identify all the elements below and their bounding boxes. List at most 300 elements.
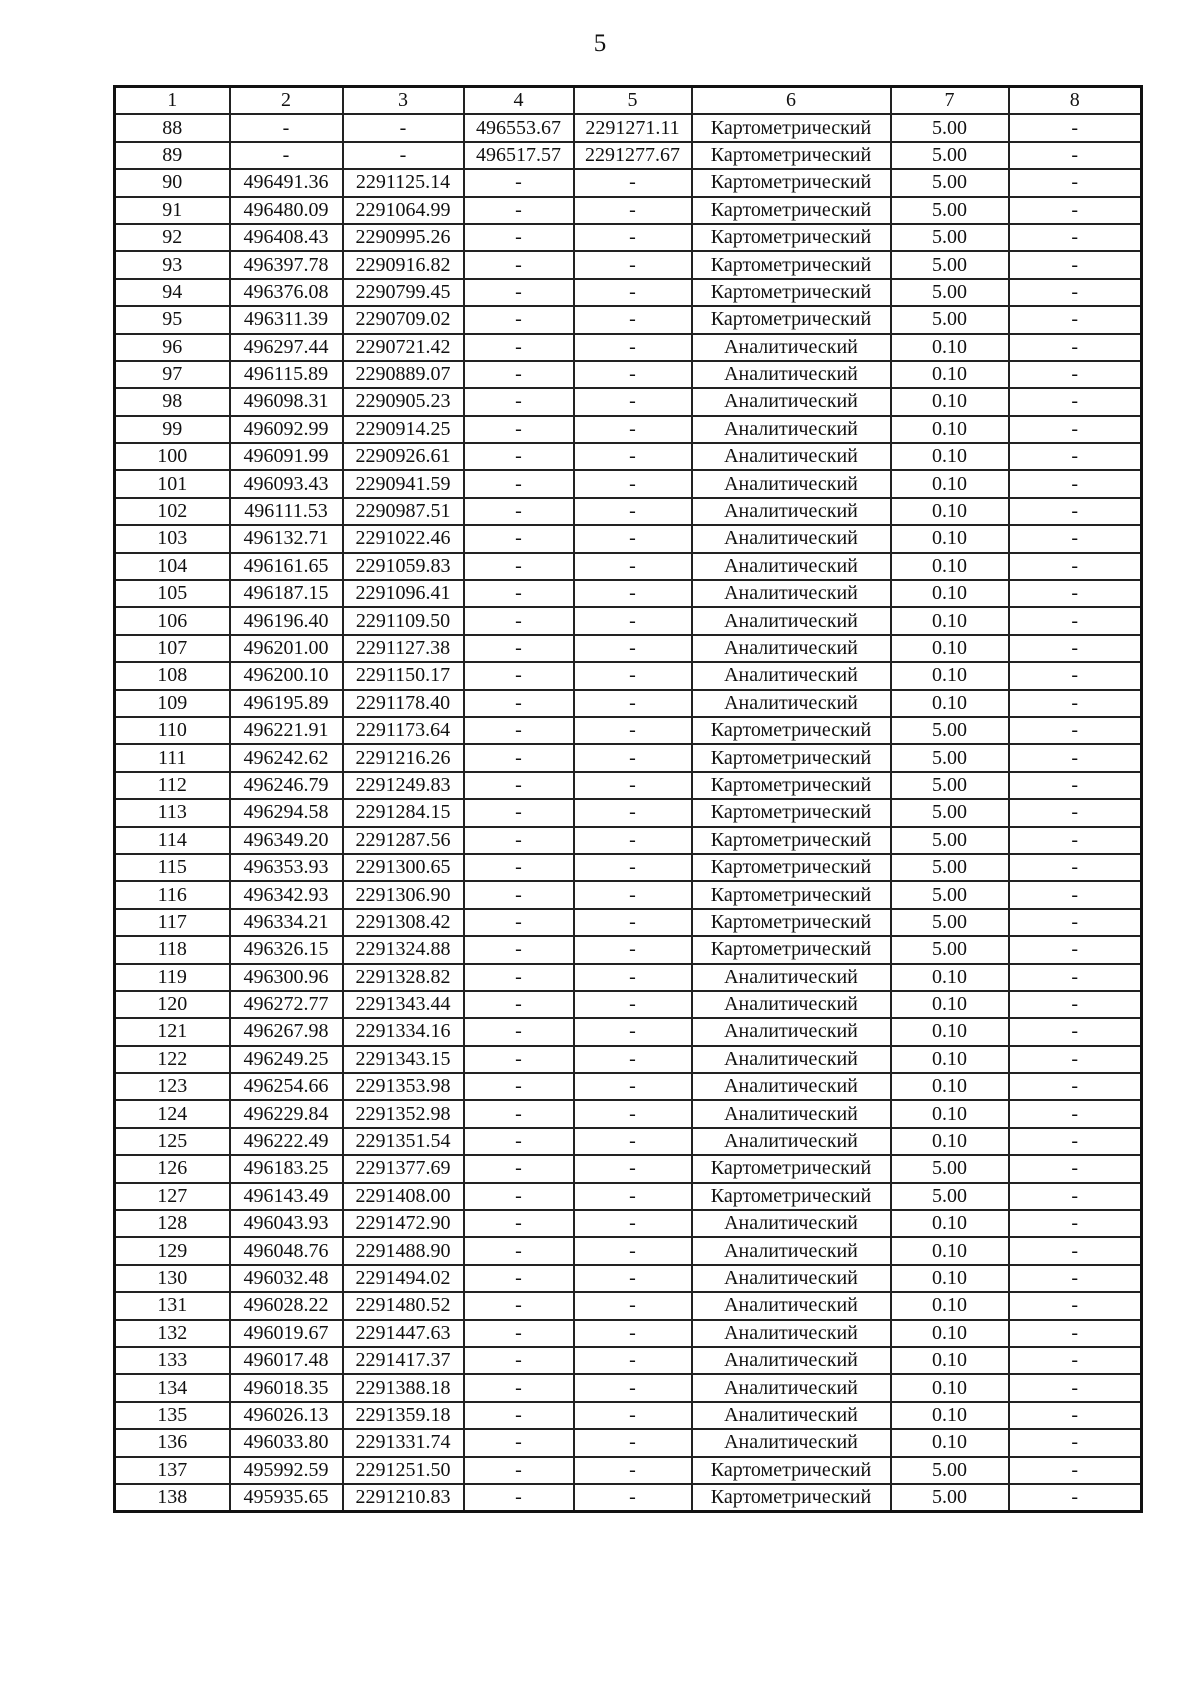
table-cell: - — [574, 909, 692, 936]
table-cell: 100 — [115, 443, 230, 470]
table-cell: Аналитический — [692, 1128, 891, 1155]
table-cell: - — [464, 388, 574, 415]
table-cell: - — [464, 224, 574, 251]
table-cell: 2291328.82 — [343, 964, 464, 991]
table-cell: 2291352.98 — [343, 1100, 464, 1127]
table-cell: - — [574, 416, 692, 443]
table-cell: - — [1009, 744, 1142, 771]
table-cell: 5.00 — [891, 142, 1009, 169]
table-cell: - — [574, 964, 692, 991]
table-cell: 496267.98 — [230, 1018, 343, 1045]
table-row — [115, 279, 1142, 306]
table-cell: - — [574, 827, 692, 854]
table-cell: 2291059.83 — [343, 553, 464, 580]
table-cell: 89 — [115, 142, 230, 169]
table-cell: Аналитический — [692, 1046, 891, 1073]
table-cell: 2290709.02 — [343, 306, 464, 333]
table-cell: 2291388.18 — [343, 1374, 464, 1401]
table-cell: - — [464, 1100, 574, 1127]
table-cell: 5.00 — [891, 717, 1009, 744]
table-cell: - — [1009, 416, 1142, 443]
table-row — [115, 964, 1142, 991]
table-cell: 496553.67 — [464, 114, 574, 141]
table-cell: - — [574, 1265, 692, 1292]
table-cell: 496353.93 — [230, 854, 343, 881]
table-cell: - — [574, 498, 692, 525]
table-cell: - — [574, 799, 692, 826]
table-cell: 2291249.83 — [343, 772, 464, 799]
table-cell: - — [464, 827, 574, 854]
table-row — [115, 1457, 1142, 1484]
table-cell: - — [574, 881, 692, 908]
table-row — [115, 936, 1142, 963]
table-cell: 0.10 — [891, 1046, 1009, 1073]
table-row — [115, 1374, 1142, 1401]
table-row — [115, 1402, 1142, 1429]
table-cell: 0.10 — [891, 443, 1009, 470]
table-cell: - — [230, 142, 343, 169]
table-row — [115, 1237, 1142, 1264]
table-cell: 2290905.23 — [343, 388, 464, 415]
table-cell: 496098.31 — [230, 388, 343, 415]
table-cell: Аналитический — [692, 334, 891, 361]
table-cell: 496326.15 — [230, 936, 343, 963]
table-cell: - — [574, 306, 692, 333]
table-cell: 2291447.63 — [343, 1320, 464, 1347]
table-cell: 496187.15 — [230, 580, 343, 607]
header-cell: 7 — [891, 87, 1009, 115]
table-cell: - — [574, 1347, 692, 1374]
table-cell: Картометрический — [692, 854, 891, 881]
table-cell: - — [1009, 498, 1142, 525]
table-cell: - — [464, 1155, 574, 1182]
table-cell: 0.10 — [891, 690, 1009, 717]
table-cell: - — [1009, 470, 1142, 497]
table-cell: 5.00 — [891, 881, 1009, 908]
table-cell: - — [464, 1347, 574, 1374]
table-cell: - — [1009, 1429, 1142, 1456]
table-cell: - — [1009, 635, 1142, 662]
table-cell: Картометрический — [692, 279, 891, 306]
header-cell: 2 — [230, 87, 343, 115]
table-row — [115, 142, 1142, 169]
table-cell: 5.00 — [891, 114, 1009, 141]
table-cell: 5.00 — [891, 306, 1009, 333]
table-cell: 126 — [115, 1155, 230, 1182]
table-cell: - — [1009, 1155, 1142, 1182]
table-cell: Аналитический — [692, 498, 891, 525]
table-row — [115, 854, 1142, 881]
table-cell: - — [464, 1128, 574, 1155]
table-cell: 118 — [115, 936, 230, 963]
table-cell: 5.00 — [891, 772, 1009, 799]
table-cell: 496093.43 — [230, 470, 343, 497]
table-cell: 2291488.90 — [343, 1237, 464, 1264]
table-cell: 0.10 — [891, 580, 1009, 607]
table-cell: 0.10 — [891, 1073, 1009, 1100]
table-cell: 0.10 — [891, 1402, 1009, 1429]
table-cell: Аналитический — [692, 470, 891, 497]
table-cell: 2291324.88 — [343, 936, 464, 963]
table-row — [115, 1292, 1142, 1319]
table-cell: 496376.08 — [230, 279, 343, 306]
table-cell: - — [1009, 306, 1142, 333]
table-cell: - — [1009, 169, 1142, 196]
table-row — [115, 1210, 1142, 1237]
table-cell: 0.10 — [891, 991, 1009, 1018]
table-cell: 0.10 — [891, 662, 1009, 689]
table-cell: 5.00 — [891, 799, 1009, 826]
table-cell: - — [574, 1457, 692, 1484]
table-cell: - — [464, 717, 574, 744]
table-cell: Аналитический — [692, 1073, 891, 1100]
table-row — [115, 991, 1142, 1018]
table-row — [115, 1429, 1142, 1456]
table-cell: - — [464, 964, 574, 991]
table-cell: 103 — [115, 525, 230, 552]
table-cell: - — [1009, 662, 1142, 689]
table-cell: - — [464, 799, 574, 826]
table-cell: 496222.49 — [230, 1128, 343, 1155]
table-cell: 496517.57 — [464, 142, 574, 169]
table-cell: 496342.93 — [230, 881, 343, 908]
table-cell: 5.00 — [891, 744, 1009, 771]
table-cell: 2291377.69 — [343, 1155, 464, 1182]
table-cell: - — [343, 114, 464, 141]
table-cell: - — [574, 525, 692, 552]
table-cell: - — [1009, 1292, 1142, 1319]
table-cell: 127 — [115, 1183, 230, 1210]
table-row — [115, 224, 1142, 251]
table-cell: - — [1009, 1018, 1142, 1045]
table-cell: - — [1009, 197, 1142, 224]
table-cell: - — [464, 334, 574, 361]
table-cell: 108 — [115, 662, 230, 689]
header-cell: 8 — [1009, 87, 1142, 115]
table-cell: Аналитический — [692, 1237, 891, 1264]
table-cell: 2291251.50 — [343, 1457, 464, 1484]
table-cell: - — [464, 991, 574, 1018]
table-cell: - — [574, 854, 692, 881]
table-row — [115, 169, 1142, 196]
table-cell: 496229.84 — [230, 1100, 343, 1127]
table-cell: - — [464, 881, 574, 908]
table-cell: - — [574, 690, 692, 717]
table-cell: 116 — [115, 881, 230, 908]
table-row — [115, 1100, 1142, 1127]
table-cell: - — [464, 936, 574, 963]
table-cell: 111 — [115, 744, 230, 771]
table-cell: Картометрический — [692, 772, 891, 799]
table-cell: 0.10 — [891, 1128, 1009, 1155]
table-cell: 496017.48 — [230, 1347, 343, 1374]
table-cell: Аналитический — [692, 416, 891, 443]
table-cell: - — [574, 279, 692, 306]
table-cell: 117 — [115, 909, 230, 936]
table-cell: 496201.00 — [230, 635, 343, 662]
table-cell: 496143.49 — [230, 1183, 343, 1210]
table-cell: 5.00 — [891, 251, 1009, 278]
table-cell: 496480.09 — [230, 197, 343, 224]
table-cell: - — [1009, 1210, 1142, 1237]
table-row — [115, 1046, 1142, 1073]
table-row — [115, 470, 1142, 497]
table-row — [115, 361, 1142, 388]
table-cell: 496183.25 — [230, 1155, 343, 1182]
table-cell: - — [464, 279, 574, 306]
table-cell: - — [574, 1374, 692, 1401]
table-cell: 122 — [115, 1046, 230, 1073]
page-number: 5 — [593, 30, 607, 57]
table-cell: 0.10 — [891, 525, 1009, 552]
table-cell: 107 — [115, 635, 230, 662]
table-cell: 2291150.17 — [343, 662, 464, 689]
table-cell: - — [1009, 827, 1142, 854]
table-row — [115, 635, 1142, 662]
table-cell: - — [464, 197, 574, 224]
table-cell: Картометрический — [692, 114, 891, 141]
table-cell: 119 — [115, 964, 230, 991]
header-cell: 1 — [115, 87, 230, 115]
table-cell: - — [574, 1073, 692, 1100]
table-cell: - — [574, 717, 692, 744]
table-cell: - — [1009, 279, 1142, 306]
table-cell: - — [1009, 1347, 1142, 1374]
table-cell: 496111.53 — [230, 498, 343, 525]
table-cell: Аналитический — [692, 553, 891, 580]
table-cell: 125 — [115, 1128, 230, 1155]
table-cell: - — [464, 1457, 574, 1484]
table-cell: 113 — [115, 799, 230, 826]
table-cell: Аналитический — [692, 361, 891, 388]
table-cell: 138 — [115, 1484, 230, 1512]
table-cell: - — [464, 580, 574, 607]
table-cell: - — [1009, 114, 1142, 141]
table-cell: 137 — [115, 1457, 230, 1484]
table-row — [115, 827, 1142, 854]
table-cell: 496334.21 — [230, 909, 343, 936]
table-cell: - — [574, 224, 692, 251]
table-cell: - — [464, 854, 574, 881]
table-cell: - — [574, 1046, 692, 1073]
table-cell: 91 — [115, 197, 230, 224]
table-cell: 2291353.98 — [343, 1073, 464, 1100]
table-cell: - — [464, 662, 574, 689]
table-cell: 2291096.41 — [343, 580, 464, 607]
table-cell: 2291064.99 — [343, 197, 464, 224]
table-row — [115, 416, 1142, 443]
table-cell: 496408.43 — [230, 224, 343, 251]
table-row — [115, 772, 1142, 799]
table-cell: 2290889.07 — [343, 361, 464, 388]
table-cell: 2291343.15 — [343, 1046, 464, 1073]
table-cell: 496297.44 — [230, 334, 343, 361]
table-cell: - — [464, 1073, 574, 1100]
table-cell: 0.10 — [891, 964, 1009, 991]
table-cell: 0.10 — [891, 1292, 1009, 1319]
table-cell: - — [1009, 1374, 1142, 1401]
table-cell: - — [1009, 799, 1142, 826]
table-cell: - — [1009, 525, 1142, 552]
table-cell: - — [464, 1402, 574, 1429]
table-cell: - — [464, 553, 574, 580]
table-cell: 2291173.64 — [343, 717, 464, 744]
table-cell: 0.10 — [891, 416, 1009, 443]
table-cell: - — [574, 251, 692, 278]
table-cell: - — [574, 772, 692, 799]
table-row — [115, 1347, 1142, 1374]
table-cell: Картометрический — [692, 909, 891, 936]
table-cell: 109 — [115, 690, 230, 717]
table-cell: - — [230, 114, 343, 141]
table-row — [115, 909, 1142, 936]
table-cell: Картометрический — [692, 142, 891, 169]
table-cell: 496300.96 — [230, 964, 343, 991]
table-cell: - — [1009, 1073, 1142, 1100]
table-cell: 131 — [115, 1292, 230, 1319]
table-cell: - — [464, 498, 574, 525]
table-cell: 496019.67 — [230, 1320, 343, 1347]
header-cell: 5 — [574, 87, 692, 115]
table-cell: 0.10 — [891, 1100, 1009, 1127]
table-row — [115, 607, 1142, 634]
table-cell: Картометрический — [692, 197, 891, 224]
table-cell: 2290941.59 — [343, 470, 464, 497]
table-cell: 2291271.11 — [574, 114, 692, 141]
table-cell: - — [464, 909, 574, 936]
table-cell: - — [1009, 1046, 1142, 1073]
table-cell: - — [574, 1429, 692, 1456]
table-cell: - — [1009, 964, 1142, 991]
table-cell: Аналитический — [692, 1018, 891, 1045]
table-cell: 94 — [115, 279, 230, 306]
table-cell: - — [464, 1429, 574, 1456]
table-row — [115, 1128, 1142, 1155]
table-cell: Аналитический — [692, 1402, 891, 1429]
table-cell: 93 — [115, 251, 230, 278]
table-cell: 0.10 — [891, 1347, 1009, 1374]
table-cell: Картометрический — [692, 799, 891, 826]
table-cell: Аналитический — [692, 525, 891, 552]
table-cell: - — [574, 744, 692, 771]
table-cell: - — [1009, 142, 1142, 169]
table-cell: - — [464, 1320, 574, 1347]
table-cell: 496311.39 — [230, 306, 343, 333]
table-cell: 5.00 — [891, 197, 1009, 224]
table-cell: - — [1009, 361, 1142, 388]
table-row — [115, 498, 1142, 525]
table-cell: 0.10 — [891, 470, 1009, 497]
table-cell: 496043.93 — [230, 1210, 343, 1237]
table-cell: - — [574, 1237, 692, 1264]
table-cell: - — [1009, 1100, 1142, 1127]
table-cell: Аналитический — [692, 662, 891, 689]
table-cell: 2291178.40 — [343, 690, 464, 717]
table-cell: 496254.66 — [230, 1073, 343, 1100]
header-cell: 3 — [343, 87, 464, 115]
table-cell: 2291417.37 — [343, 1347, 464, 1374]
table-cell: - — [1009, 1265, 1142, 1292]
table-cell: Картометрический — [692, 744, 891, 771]
table-row — [115, 717, 1142, 744]
coordinates-table — [113, 85, 1143, 1513]
table-cell: - — [464, 635, 574, 662]
table-row — [115, 334, 1142, 361]
table-cell: 96 — [115, 334, 230, 361]
table-cell: - — [574, 580, 692, 607]
table-cell: - — [1009, 251, 1142, 278]
table-cell: - — [464, 306, 574, 333]
table-cell: 496161.65 — [230, 553, 343, 580]
table-cell: 496028.22 — [230, 1292, 343, 1319]
table-cell: Картометрический — [692, 1484, 891, 1512]
table-cell: 0.10 — [891, 607, 1009, 634]
table-cell: - — [1009, 909, 1142, 936]
table-cell: - — [464, 1046, 574, 1073]
table-cell: 90 — [115, 169, 230, 196]
table-cell: 2291306.90 — [343, 881, 464, 908]
table-cell: - — [574, 1484, 692, 1512]
table-cell: Картометрический — [692, 827, 891, 854]
table-cell: 110 — [115, 717, 230, 744]
table-cell: - — [464, 1210, 574, 1237]
table-cell: 92 — [115, 224, 230, 251]
table-cell: - — [464, 772, 574, 799]
table-cell: 104 — [115, 553, 230, 580]
table-cell: 496091.99 — [230, 443, 343, 470]
table-row — [115, 1073, 1142, 1100]
table-row — [115, 690, 1142, 717]
table-cell: - — [574, 470, 692, 497]
table-cell: 2291022.46 — [343, 525, 464, 552]
table-cell: 99 — [115, 416, 230, 443]
table-cell: - — [574, 1210, 692, 1237]
table-cell: - — [574, 1155, 692, 1182]
table-cell: Аналитический — [692, 964, 891, 991]
table-cell: 496033.80 — [230, 1429, 343, 1456]
table-cell: 5.00 — [891, 1484, 1009, 1512]
table-cell: 0.10 — [891, 1018, 1009, 1045]
table-cell: - — [574, 553, 692, 580]
table-cell: 495935.65 — [230, 1484, 343, 1512]
table-cell: 2291480.52 — [343, 1292, 464, 1319]
table-row — [115, 1484, 1142, 1512]
table-cell: 2291308.42 — [343, 909, 464, 936]
table-cell: 2291351.54 — [343, 1128, 464, 1155]
table-cell: 106 — [115, 607, 230, 634]
table-cell: - — [574, 1292, 692, 1319]
table-cell: - — [464, 251, 574, 278]
table-cell: 5.00 — [891, 1155, 1009, 1182]
table-cell: 123 — [115, 1073, 230, 1100]
table-cell: 2290987.51 — [343, 498, 464, 525]
table-cell: 496048.76 — [230, 1237, 343, 1264]
table-cell: - — [574, 936, 692, 963]
table-cell: 2291109.50 — [343, 607, 464, 634]
table-cell: - — [1009, 772, 1142, 799]
table-cell: Аналитический — [692, 1374, 891, 1401]
table-cell: - — [464, 690, 574, 717]
table-cell: - — [1009, 1402, 1142, 1429]
table-cell: 133 — [115, 1347, 230, 1374]
header-row — [115, 87, 1142, 115]
table-cell: - — [464, 1265, 574, 1292]
table-cell: 0.10 — [891, 1210, 1009, 1237]
table-cell: 0.10 — [891, 334, 1009, 361]
table-cell: 0.10 — [891, 498, 1009, 525]
table-cell: - — [574, 1100, 692, 1127]
table-row — [115, 1018, 1142, 1045]
